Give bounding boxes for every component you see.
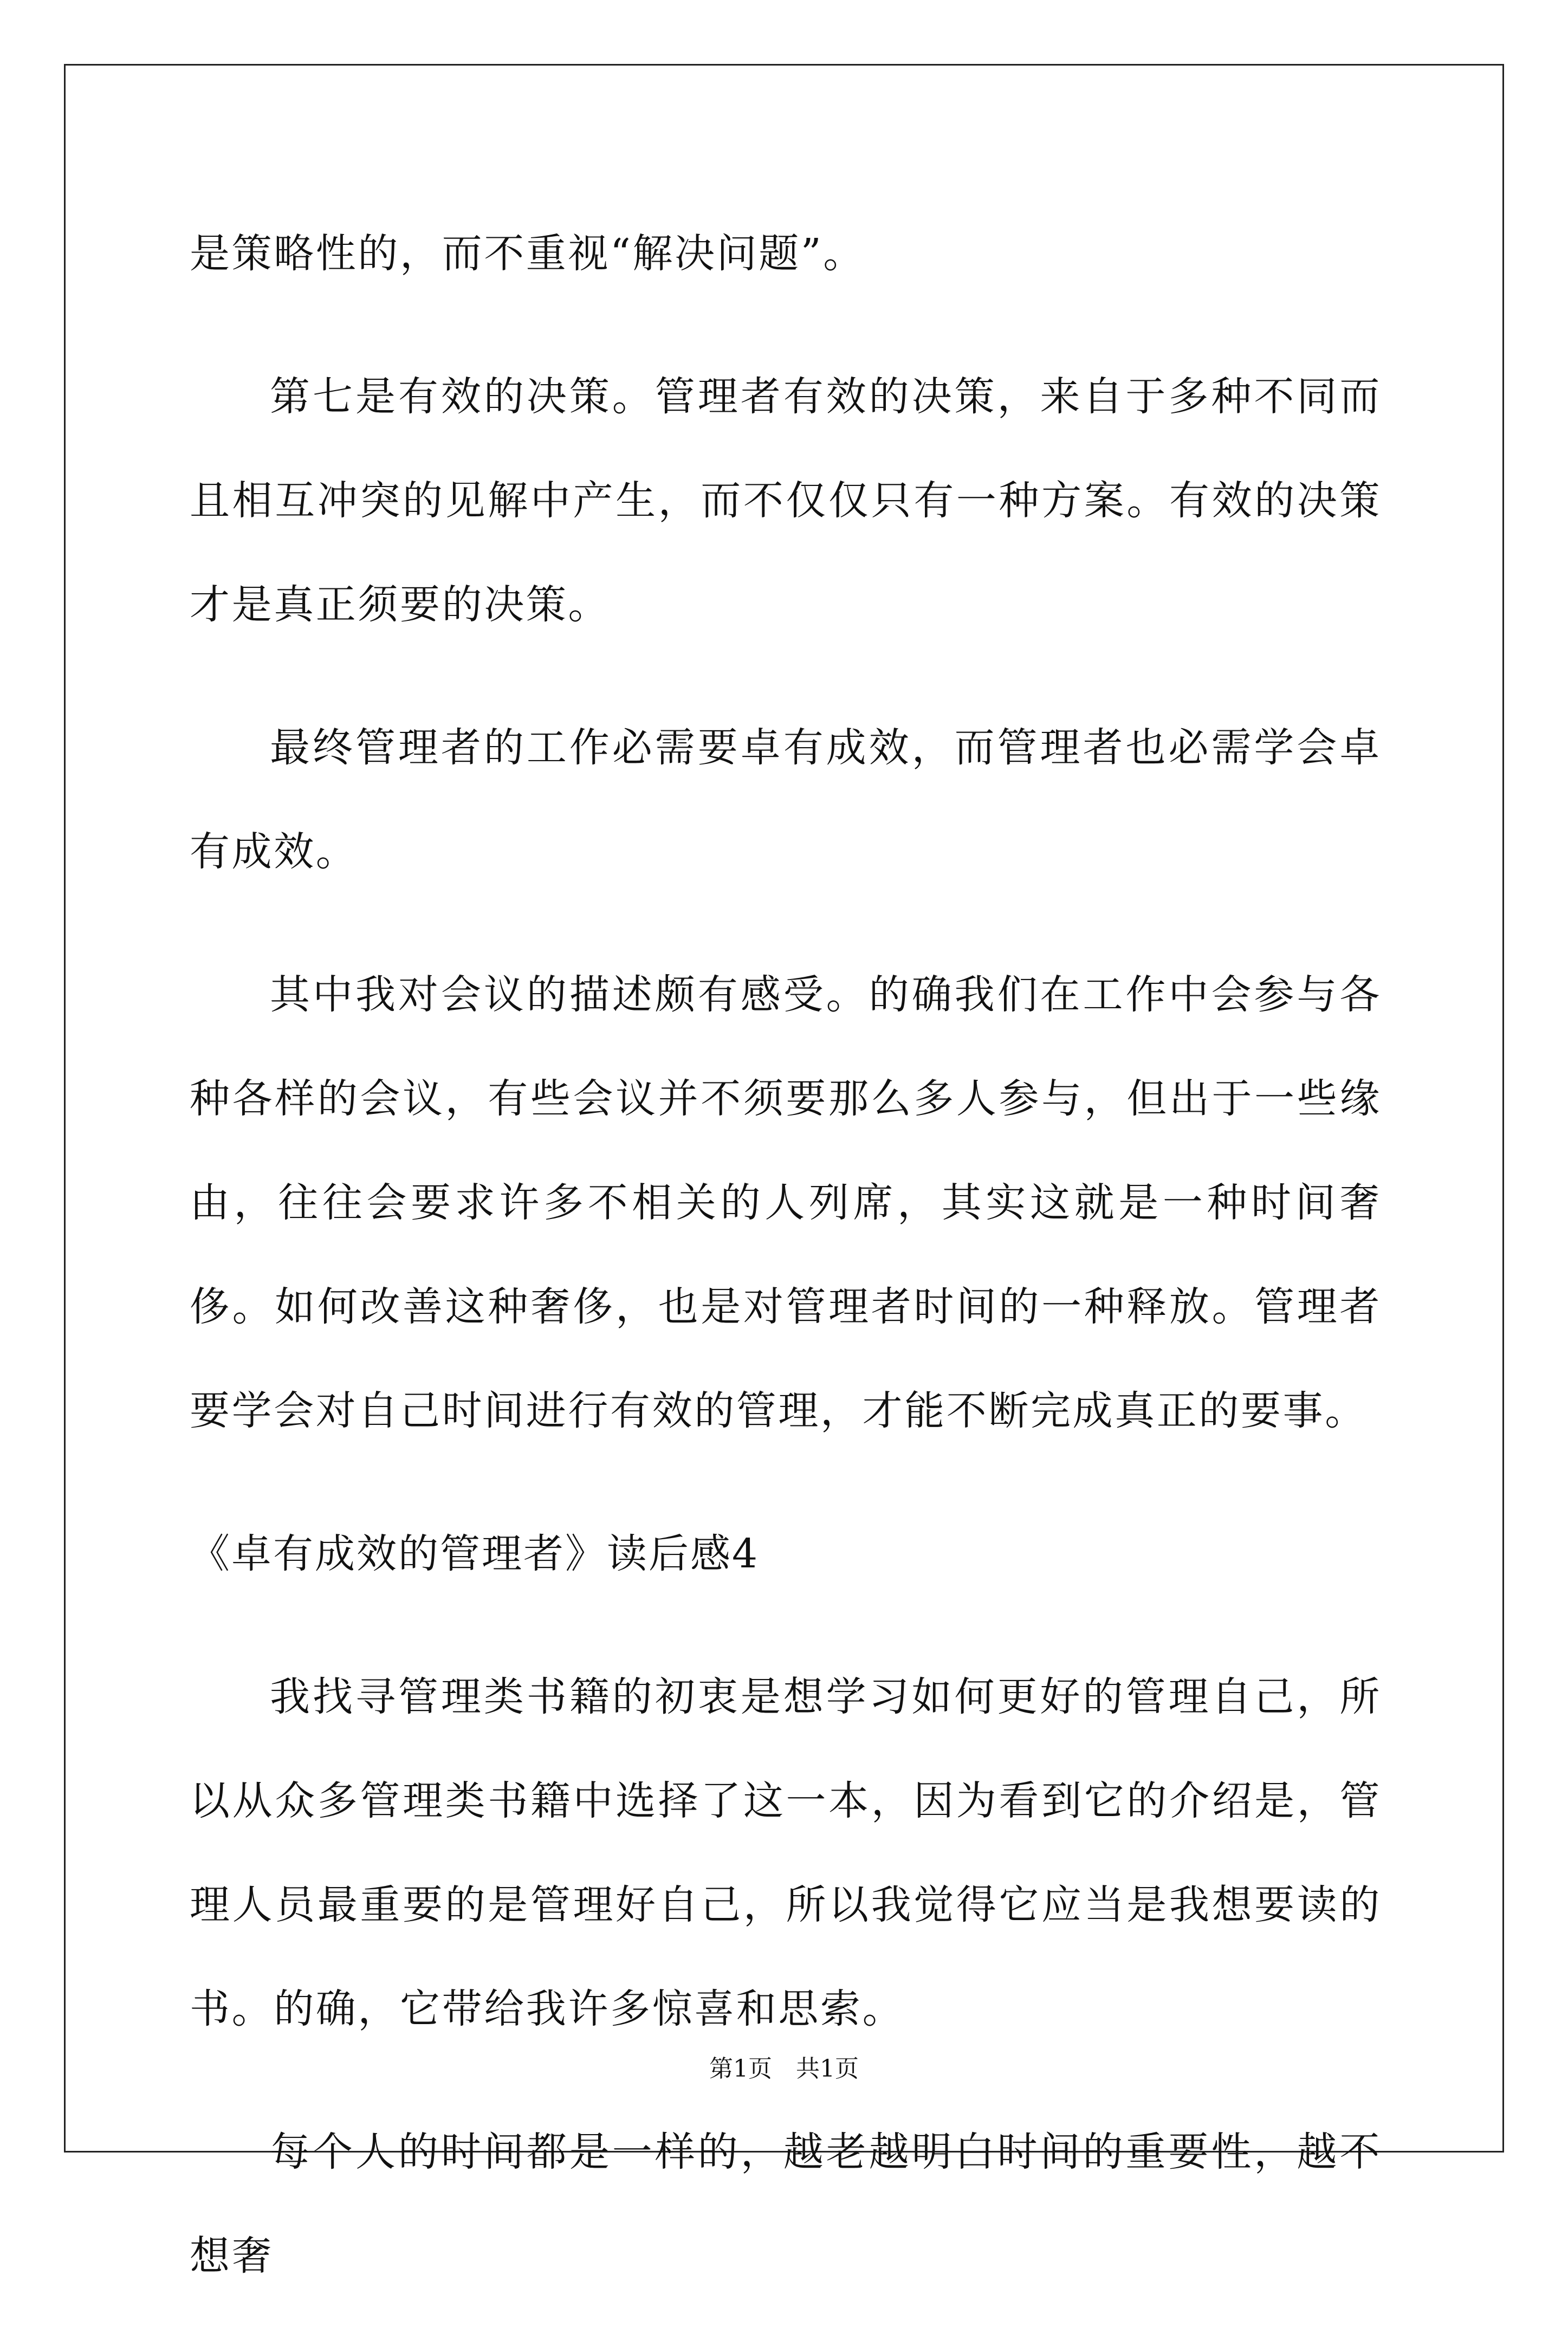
page-number: 第1页 共1页 — [709, 2055, 859, 2083]
paragraph-conclusion: 最终管理者的工作必需要卓有成效，而管理者也必需学会卓有成效。 — [190, 724, 1382, 875]
section-heading: 《卓有成效的管理者》读后感4 — [190, 1531, 760, 1577]
document-body — [190, 202, 1382, 2347]
paragraph-time: 每个人的时间都是一样的，越老越明白时间的重要性，越不想奢 — [190, 2129, 1382, 2279]
paragraph-book-choice: 我找寻管理类书籍的初衷是想学习如何更好的管理自己，所以从众多管理类书籍中选择了这一本，因为看到它的介绍是，管理人员最重要的是管理好自己，所以我觉得它应当是我想要读的书。的确，它带给我许多惊喜和思索。 — [190, 1674, 1382, 2032]
paragraph-effective-decision: 第七是有效的决策。管理者有效的决策，来自于多种不同而且相互冲突的见解中产生，而不仅仅只有一种方案。有效的决策才是真正须要的决策。 — [190, 373, 1382, 628]
paragraph-meetings: 其中我对会议的描述颇有感受。的确我们在工作中会参与各种各样的会议，有些会议并不须要那么多人参与，但出于一些缘由，往往会要求许多不相关的人列席，其实这就是一种时间奢侈。如何改善这种奢侈，也是对管理者时间的一种释放。管理者要学会对自己时间进行有效的管理，才能不断完成真正的要事。 — [190, 971, 1382, 1434]
paragraph-continuation: 是策略性的，而不重视“解决问题”。 — [190, 230, 865, 277]
